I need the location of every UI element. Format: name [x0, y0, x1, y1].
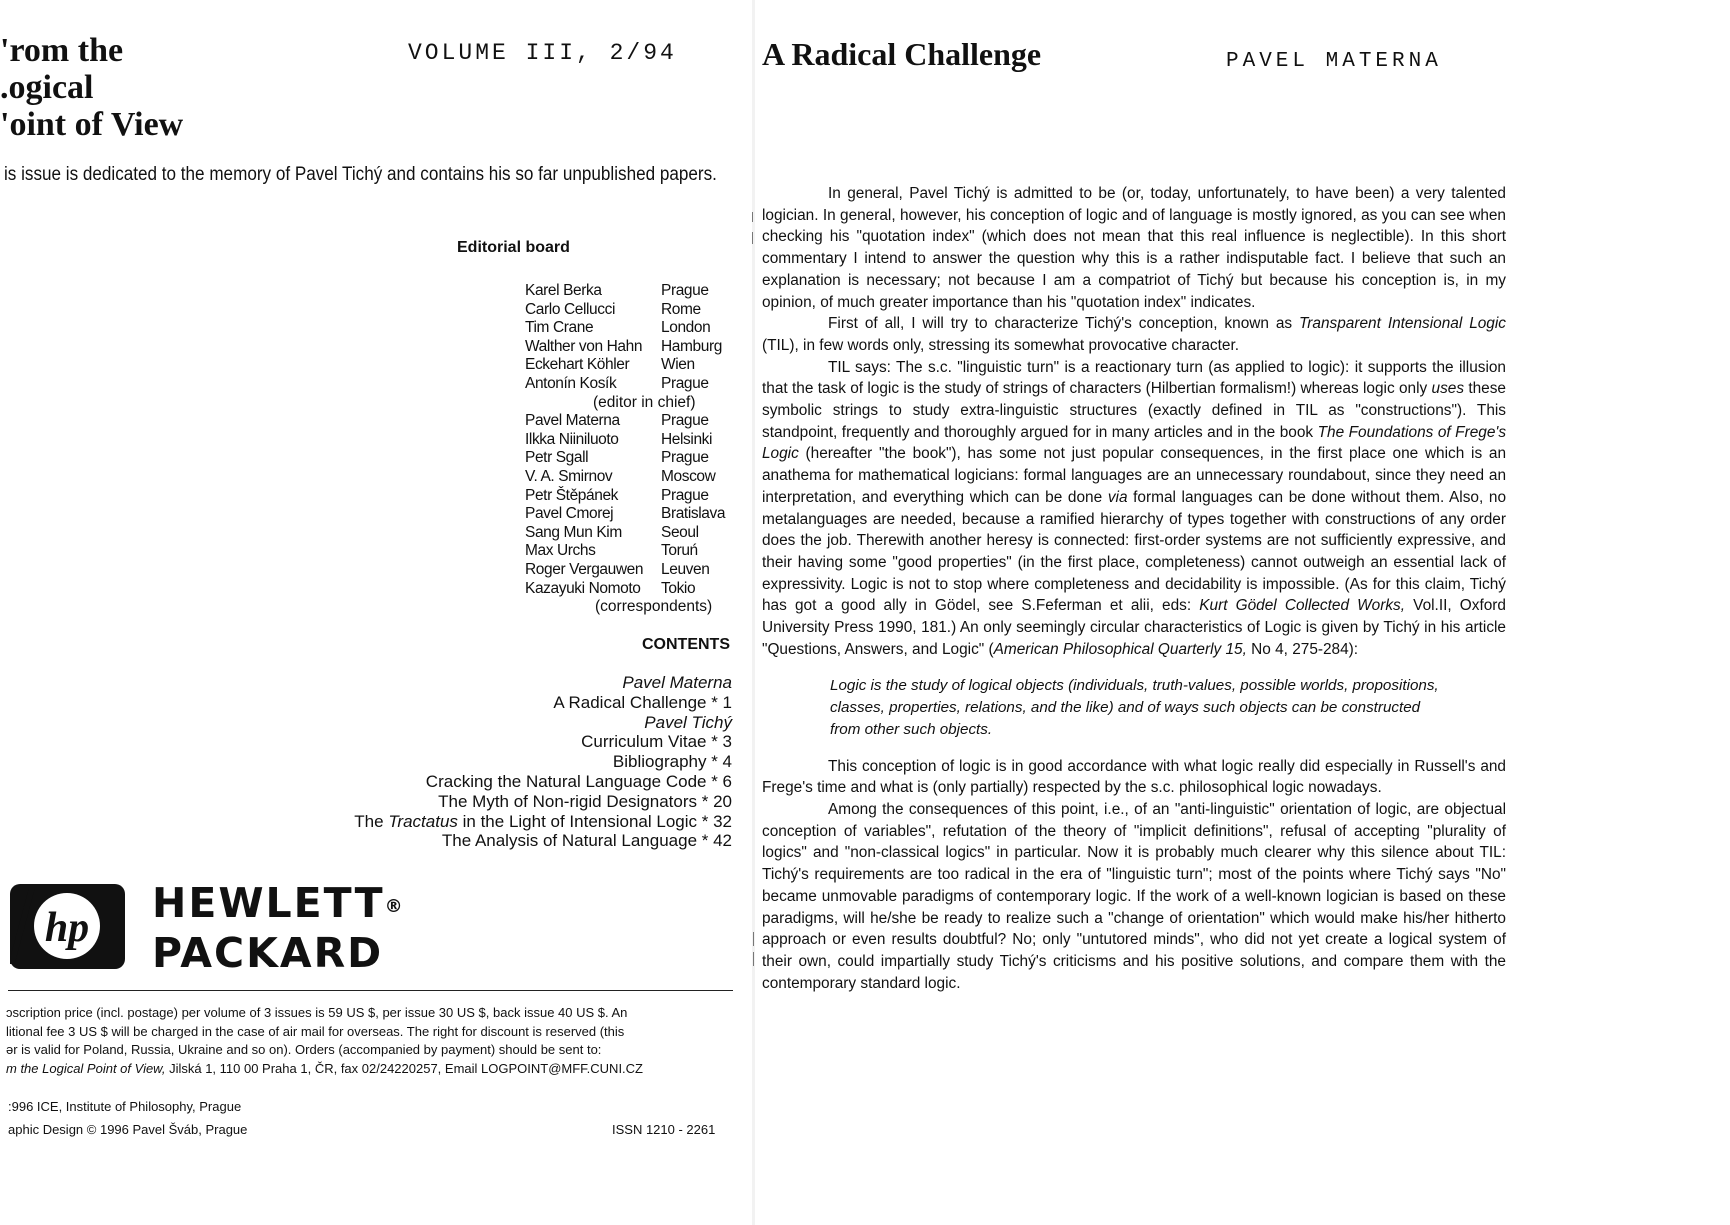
board-member	[525, 301, 725, 320]
journal-title-line: .ogical	[0, 69, 94, 106]
issn: ISSN 1210 - 2261	[612, 1122, 716, 1137]
contents-item: The Analysis of Natural Language * 42	[441, 831, 732, 851]
member-city: Leuven	[661, 560, 710, 578]
design-credit: aphic Design © 1996 Pavel Šváb, Prague	[8, 1122, 248, 1137]
subscription-line: litional fee 3 US $ will be charged in the case of air mail for overseas. The right for discount is reserved (this	[6, 1023, 625, 1039]
right-page	[752, 0, 1730, 1225]
board-member	[525, 338, 725, 357]
board-member	[525, 449, 725, 468]
member-city: London	[661, 319, 711, 337]
paragraph	[762, 357, 1506, 661]
dedication-text: is issue is dedicated to the memory of Pavel Tichý and contains his so far unpublished papers.	[4, 164, 717, 185]
contents-item	[212, 812, 732, 832]
article-author: PAVEL MATERNA	[1226, 50, 1442, 73]
registered-mark: ®	[384, 896, 403, 917]
member-city: Prague	[661, 374, 709, 392]
emphasis: Transparent Intensional Logic	[1299, 315, 1506, 333]
book-title: Kurt Gödel Collected Works,	[1199, 597, 1406, 615]
address-details: Jilská 1, 110 00 Praha 1, ČR, fax 02/24220257, Email LOGPOINT@MFF.CUNI.CZ	[165, 1060, 643, 1076]
journal-title-line: 'rom the	[0, 32, 124, 69]
member-city: Prague	[661, 486, 709, 504]
correspondents-note: (correspondents)	[595, 598, 713, 616]
paragraph-text: (TIL), in few words only, stressing its somewhat provocative character.	[762, 336, 1240, 354]
member-name: Kazayuki Nomoto	[525, 579, 641, 597]
subscription-info	[6, 1004, 736, 1078]
member-name: Petr Štěpánek	[525, 486, 619, 504]
emphasis: uses	[1431, 380, 1465, 398]
board-member	[525, 505, 725, 524]
member-city: Moscow	[661, 467, 716, 485]
sponsor-line	[152, 878, 403, 928]
board-member	[525, 356, 725, 375]
contents-item: The Myth of Non-rigid Designators * 20	[438, 791, 732, 811]
member-name: Pavel Materna	[525, 412, 620, 430]
member-name: Ilkka Niiniluoto	[525, 430, 619, 448]
member-name: Pavel Cmorej	[525, 505, 614, 523]
member-city: Prague	[661, 412, 709, 430]
board-member	[525, 524, 725, 543]
paragraph: Among the consequences of this point, i.e., of an "anti-linguistic" orientation of logic, are objectual conception of variables", refutation of the theory of "implicit definitions", refusal of accepting "plurality of logics" and "non-classical logics" in particular. Now it is probably much clearer why this silence about TIL: Tichý's requirements are too radical in the era of "linguistic turn"; most of the points where Tichý says "No" became unmovable paradigms of contemporary logic. If the work of a well-known logician is based on these paradigms, will he/she be ready to realize such a "change of orientation" which would make his/her hitherto approach or even results doubtful? No; only "untutored minds", who did not yet create a logical system of their own, could impartially study Tichý's criticisms and his positive solutions, and compare them with the contemporary standard logic.	[762, 800, 1506, 992]
member-city: Rome	[661, 300, 701, 318]
board-member	[525, 468, 725, 487]
member-name: Carlo Cellucci	[525, 300, 616, 318]
paragraph-text: these symbolic strings to study extra-linguistic structures (exactly defined in TIL as "constructions"). This standpoint, frequently and thoroughly argued for in many articles and in the book	[762, 380, 1506, 441]
member-name: Max Urchs	[525, 542, 596, 560]
contents-author: Pavel Tichý	[644, 712, 732, 732]
board-member	[525, 375, 725, 394]
contents-item: Curriculum Vitae * 3	[581, 732, 732, 752]
journal-reference: American Philosophical Quarterly 15,	[993, 640, 1247, 658]
hp-logo	[10, 884, 125, 969]
paragraph-text: No 4, 275-284):	[1246, 640, 1359, 658]
margin-mark	[752, 232, 753, 244]
sponsor-line-1: HEWLETT	[152, 879, 385, 927]
book-title: The Foundations of Frege's Logic	[762, 423, 1507, 463]
member-name: Sang Mun Kim	[525, 523, 622, 541]
paragraph	[762, 313, 1506, 356]
sponsor-line-2: PACKARD	[152, 929, 384, 977]
member-city: Tokio	[661, 579, 696, 597]
member-name: Roger Vergauwen	[525, 560, 644, 578]
member-city: Toruń	[661, 542, 698, 560]
article-title: A Radical Challenge	[762, 36, 1042, 72]
paragraph-text: Vol.II, Oxford University Press 1990, 181.) An only seemingly circular characteristics of Logic is given by Tichý in his article "Questions, Answers, and Logic" (	[762, 597, 1506, 658]
board-member	[525, 580, 725, 599]
subscription-line: ɔscription price (incl. postage) per volume of 3 issues is 59 US $, per issue 30 US $, back issue 40 US $. An	[6, 1005, 628, 1020]
paragraph-text: (hereafter "the book"), has some not just popular consequences, in the first place one which is an anathema for mathematical logicians: formal languages are an unnecessary roundabout, since they need an interpretation, and everything which can be done	[762, 445, 1506, 506]
left-page	[0, 0, 752, 1225]
member-name: Eckehart Köhler	[525, 356, 630, 374]
member-city: Prague	[661, 449, 709, 467]
article-body	[762, 183, 1506, 994]
emphasis: via	[1107, 488, 1128, 506]
member-city: Wien	[661, 356, 695, 374]
block-quote: Logic is the study of logical objects (individuals, truth-values, possible worlds, propositions, classes, properties, relations, and the like) and of ways such objects can be constructed from other such objects.	[830, 677, 1439, 738]
paragraph-text: First of all, I will try to characterize Tichý's conception, known as	[828, 315, 1300, 333]
subscription-line: ər is valid for Poland, Russia, Ukraine and so on). Orders (accompanied by payment) should be sent to:	[6, 1042, 602, 1058]
member-city: Bratislava	[661, 505, 726, 523]
journal-title-line: 'oint of View	[0, 106, 184, 143]
contents-item-italic: Tractatus	[388, 811, 458, 831]
contents-item-text: The	[354, 811, 389, 831]
member-city: Prague	[661, 282, 709, 299]
member-name: Karel Berka	[525, 282, 602, 299]
divider	[8, 990, 733, 991]
board-member	[525, 412, 725, 431]
hp-logo-text: hp	[44, 905, 90, 951]
member-city: Helsinki	[661, 430, 713, 448]
sponsor-name	[152, 878, 403, 978]
board-member	[525, 487, 725, 506]
contents-list	[212, 673, 732, 851]
member-name: Petr Sgall	[525, 449, 589, 467]
address-line	[6, 1060, 736, 1079]
margin-mark	[753, 932, 754, 946]
editorial-board-list	[525, 282, 725, 617]
board-member	[525, 561, 725, 580]
member-name: V. A. Smirnov	[525, 467, 613, 485]
contents-item: A Radical Challenge * 1	[553, 692, 732, 712]
member-name: Tim Crane	[525, 319, 594, 337]
board-member	[525, 431, 725, 450]
member-city: Seoul	[661, 523, 699, 541]
contents-title: CONTENTS	[642, 636, 730, 653]
editor-in-chief-note: (editor in chief)	[593, 393, 696, 411]
member-name: Antonín Kosík	[525, 374, 617, 392]
editorial-board-title: Editorial board	[457, 239, 570, 256]
copyright-line: :996 ICE, Institute of Philosophy, Prague	[8, 1099, 242, 1114]
board-member	[525, 282, 725, 301]
contents-item: Cracking the Natural Language Code * 6	[425, 771, 732, 791]
paragraph: In general, Pavel Tichý is admitted to be (or, today, unfortunately, to have been) a very talented logician. In general, however, his conception of logic and of language is mostly ignored, as you can see when checking his "quotation index" (which does not mean that this real influence is neglectible). In this short commentary I intend to answer the question why this is a rather indisputable fact. I believe that such an explanation is necessary; not because I am a compatriot of Tichý but because his conception is, in my opinion, of much greater importance than his "quotation index" indicates.	[762, 185, 1506, 311]
contents-item-text: in the Light of Intensional Logic * 32	[457, 811, 732, 831]
paragraph-text: TIL says: The s.c. "linguistic turn" is a reactionary turn (as applied to logic): it supports the illusion that the task of logic is the study of strings of characters (Hilbertian formalism!) whereas logic only	[762, 358, 1506, 398]
contents-item: Bibliography * 4	[612, 752, 732, 772]
address-journal-name: m the Logical Point of View,	[6, 1060, 166, 1076]
board-member	[525, 319, 725, 338]
contents-author: Pavel Materna	[622, 673, 732, 692]
board-member	[525, 542, 725, 561]
paragraph-text: formal languages can be done without them. Also, no metalanguages are needed, because a ramified hierarchy of types together with constructions of any order does the job. Therewith another heresy is connected: first-order systems are not sufficiently expressive, and their having some "good properties" (in the first place, completeness) cannot outweigh an essential lack of expressivity. Logic is not to stop where completeness and decidability is impossible. (As for this claim, Tichý has got a good ally in Gödel, see S.Feferman et alii, eds:	[762, 488, 1506, 615]
paragraph: This conception of logic is in good accordance with what logic really did especially in Russell's and Frege's time and what is (only partially) respected by the s.c. philosophical logic nowadays.	[762, 757, 1506, 797]
member-city: Hamburg	[661, 337, 722, 355]
volume-number: VOLUME III, 2/94	[408, 40, 677, 66]
margin-mark	[753, 952, 754, 966]
journal-title	[0, 32, 183, 143]
margin-mark	[752, 212, 753, 222]
member-name: Walther von Hahn	[525, 337, 643, 355]
